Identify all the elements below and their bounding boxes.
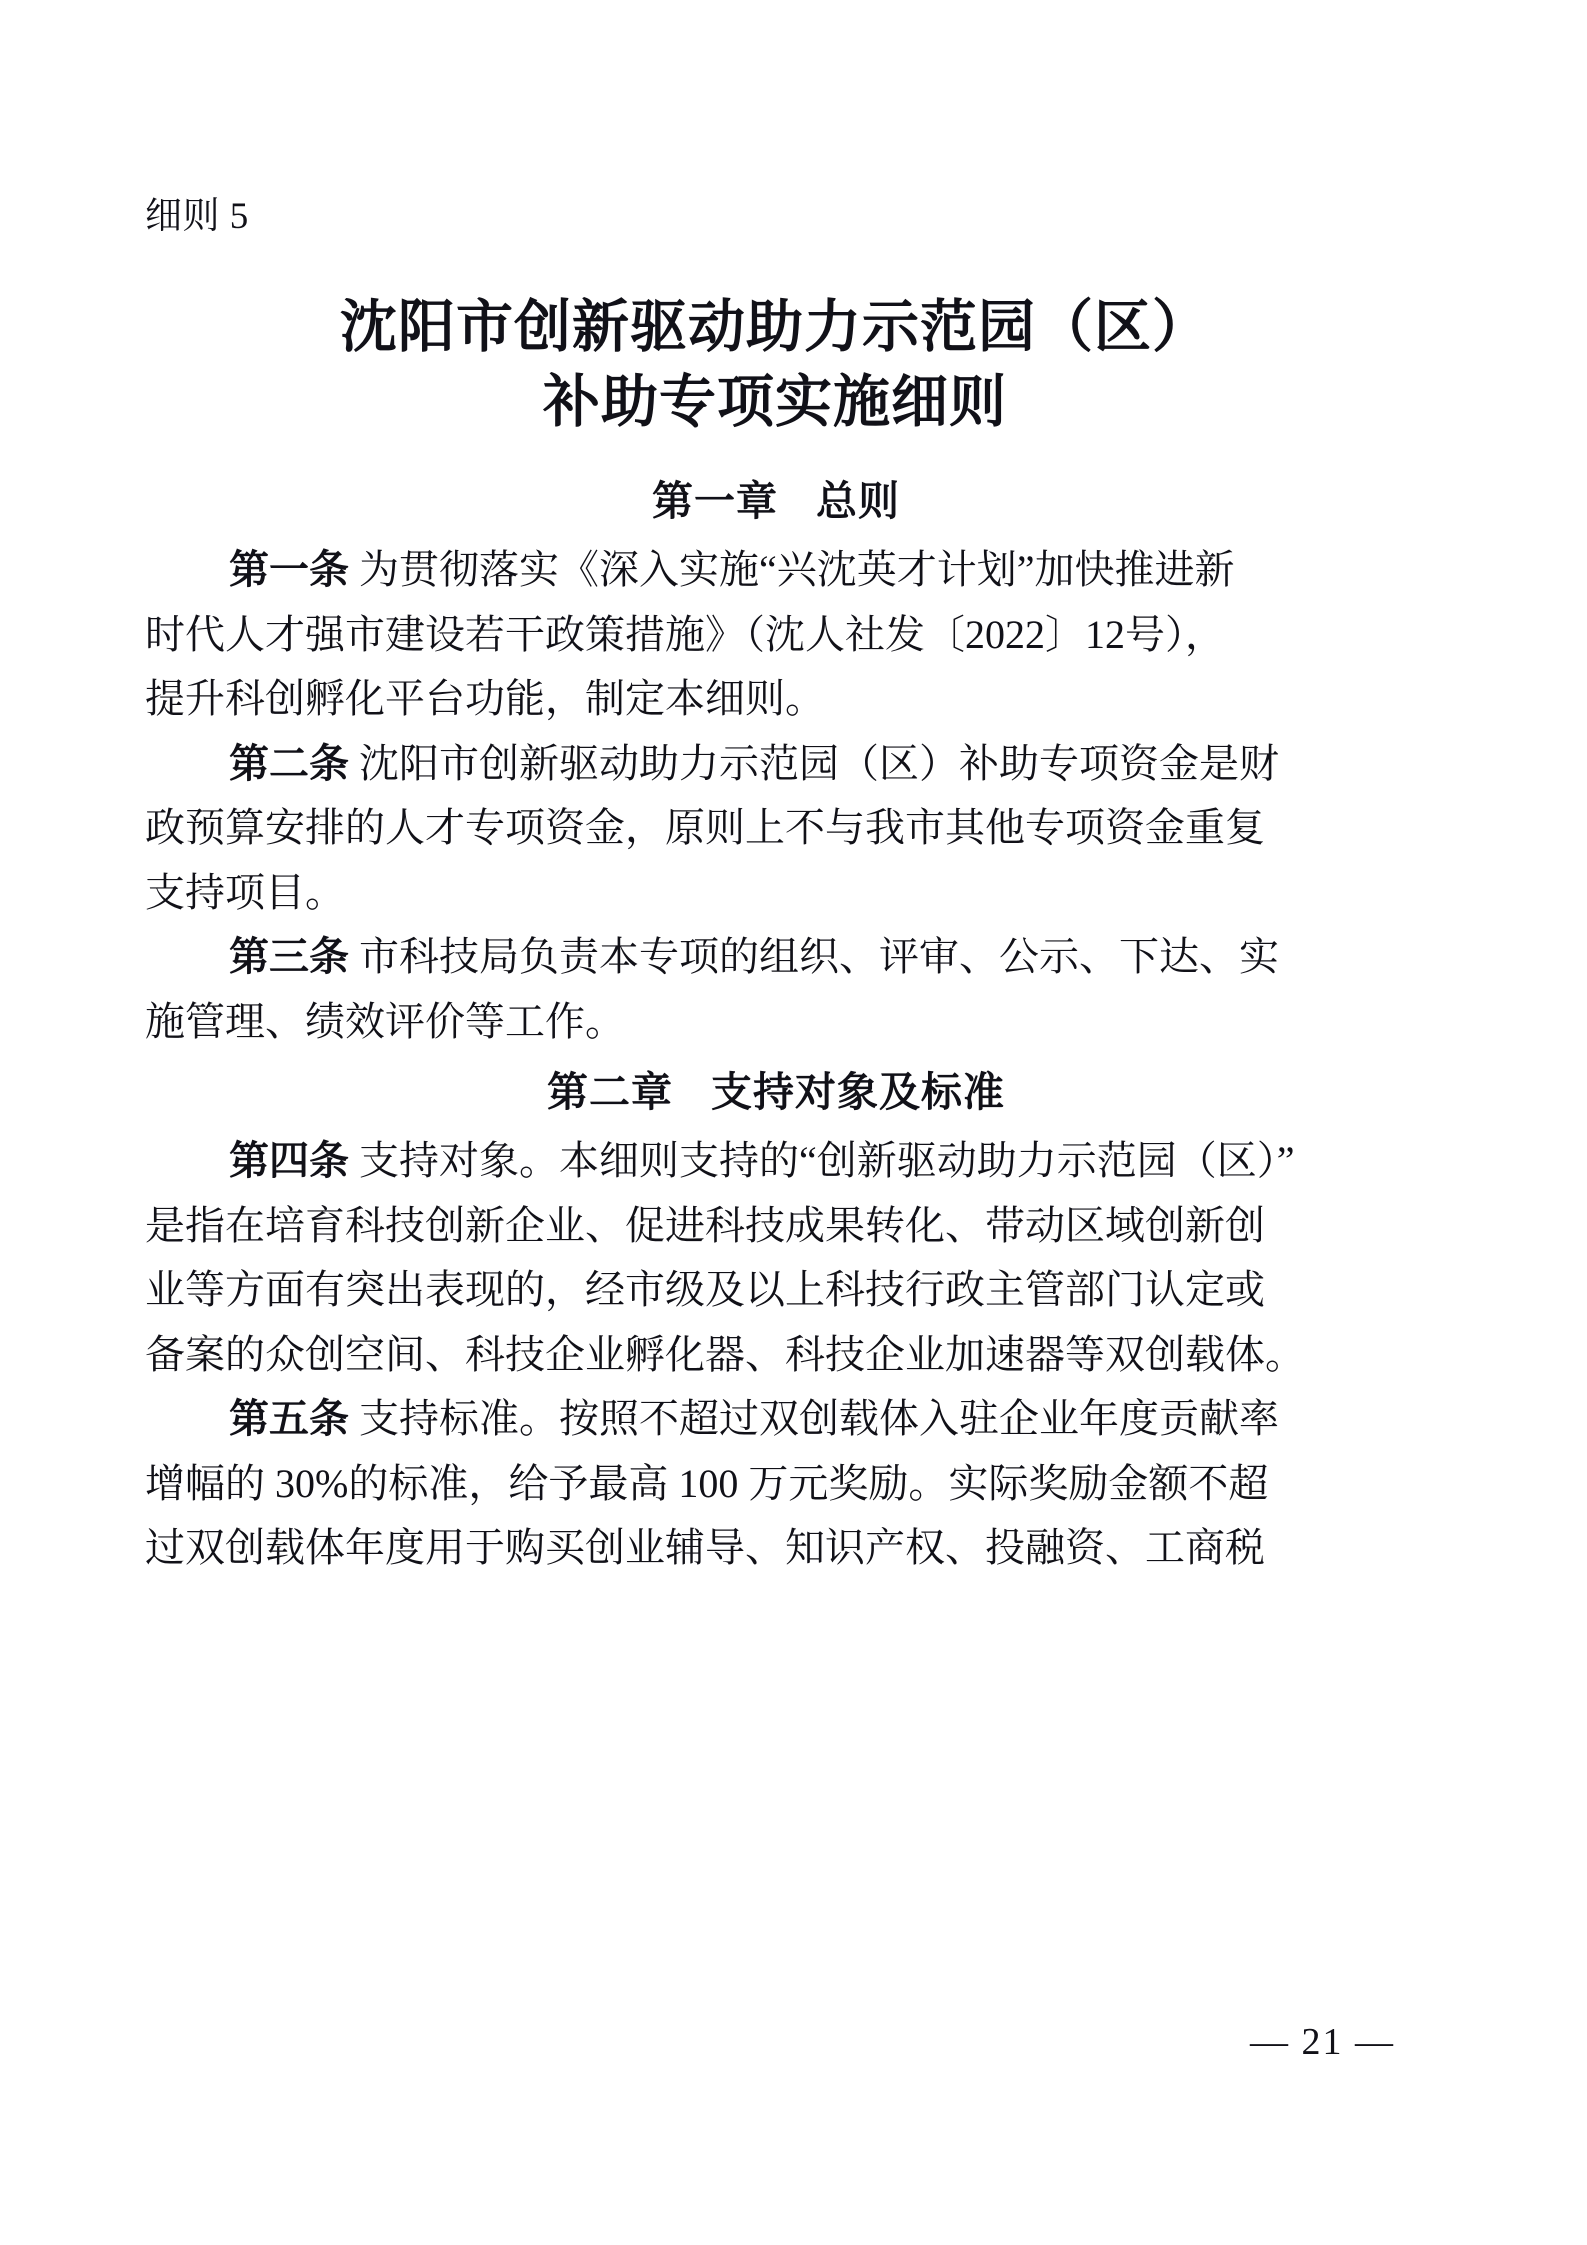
- article-1-line-1: [145, 538, 1407, 603]
- article-2-line-3: 支持项目。: [145, 869, 345, 915]
- article-2-text-1: 沈阳市创新驱动助力示范园（区）补助专项资金是财: [359, 740, 1279, 786]
- chapter-one-name: 总则: [816, 478, 900, 524]
- page-number: — 21 —: [1250, 2021, 1395, 2063]
- article-4-line-3: 业等方面有突出表现的，经市级及以上科技行政主管部门认定或: [145, 1267, 1265, 1312]
- page-title-line-1: 沈阳市创新驱动助力示范园（区）: [340, 296, 1210, 359]
- article-4-marker: 第四条: [229, 1138, 349, 1183]
- chapter-two-number: 第二章: [547, 1069, 673, 1115]
- article-3-line-1: [145, 925, 1407, 990]
- chapter-two-name: 支持对象及标准: [711, 1069, 1005, 1115]
- article-4: [145, 1129, 1407, 1387]
- chapter-one-number: 第一章: [652, 478, 778, 524]
- document-body: [145, 463, 1407, 1581]
- article-5-line-1: [145, 1387, 1407, 1452]
- article-5-line-2: 增幅的 30%的标准，给予最高 100 万元奖励。实际奖励金额不超: [145, 1460, 1269, 1506]
- article-1: [145, 538, 1407, 732]
- chapter-heading-one: [145, 478, 1407, 524]
- running-head: 细则 5: [145, 196, 249, 237]
- article-5-line-3: 过双创载体年度用于购买创业辅导、知识产权、投融资、工商税: [145, 1525, 1265, 1570]
- article-2-marker: 第二条: [229, 740, 349, 786]
- page-title-line-2: 补助专项实施细则: [543, 371, 1007, 435]
- article-3-marker: 第三条: [229, 934, 349, 979]
- article-5-text-1: 支持标准。按照不超过双创载体入驻企业年度贡献率: [359, 1396, 1279, 1441]
- article-4-text-1: 支持对象。本细则支持的“创新驱动助力示范园（区）”: [359, 1138, 1295, 1183]
- article-5: [145, 1387, 1407, 1581]
- article-4-line-4: 备案的众创空间、科技企业孵化器、科技企业加速器等双创载体。: [145, 1331, 1305, 1377]
- chapter-heading-two: [145, 1069, 1407, 1115]
- article-3-line-2: 施管理、绩效评价等工作。: [145, 998, 625, 1044]
- article-1-marker: 第一条: [229, 547, 349, 592]
- article-2: [145, 732, 1407, 926]
- article-2-line-2: 政预算安排的人才专项资金，原则上不与我市其他专项资金重复: [145, 805, 1265, 850]
- article-4-line-2: 是指在培育科技创新企业、促进科技成果转化、带动区域创新创: [145, 1202, 1265, 1248]
- article-3: [145, 925, 1407, 1054]
- article-3-text-1: 市科技局负责本专项的组织、评审、公示、下达、实: [359, 934, 1279, 979]
- article-2-line-1: [145, 732, 1407, 797]
- article-1-line-3: 提升科创孵化平台功能，制定本细则。: [145, 676, 825, 721]
- article-1-line-2: 时代人才强市建设若干政策措施》（沈人社发〔2022〕12号），: [145, 611, 1225, 657]
- article-5-marker: 第五条: [229, 1396, 349, 1441]
- article-4-line-1: [145, 1129, 1407, 1194]
- page-title: [145, 290, 1405, 440]
- article-1-text-1: 为贯彻落实《深入实施“兴沈英才计划”加快推进新: [359, 547, 1235, 592]
